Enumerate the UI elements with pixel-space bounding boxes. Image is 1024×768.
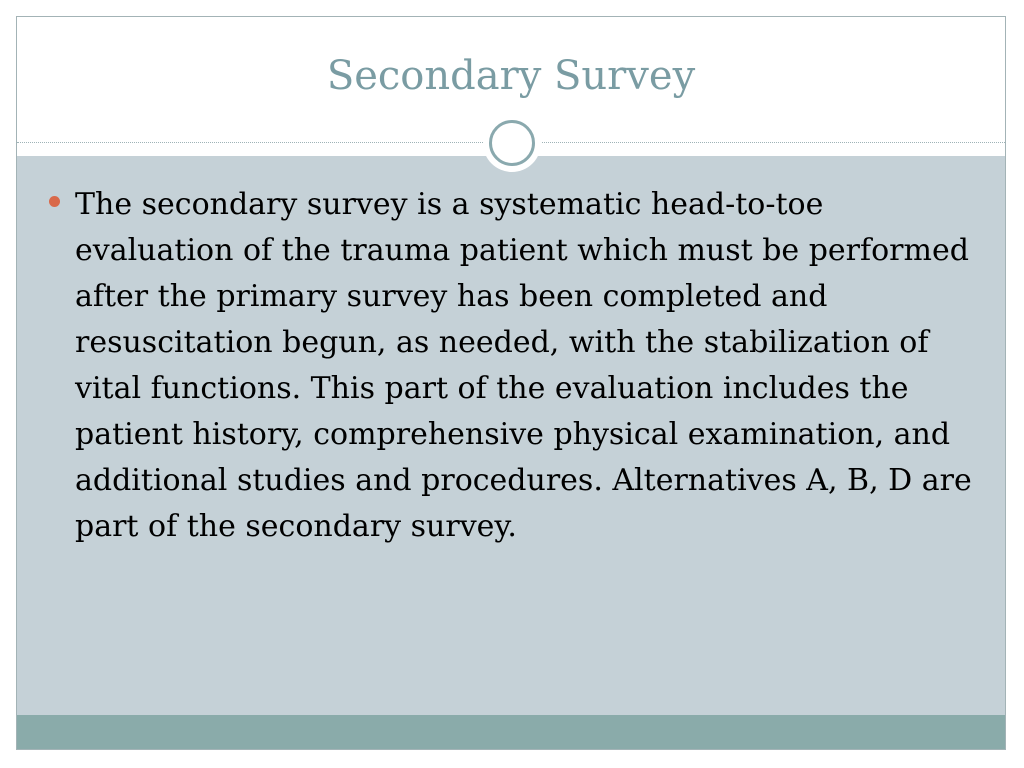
bullet-dot-icon	[49, 196, 60, 207]
footer-bar	[17, 715, 1005, 749]
bullet-text: The secondary survey is a systematic head-to-toe evaluation of the trauma patient which must be performed after the primary survey has been completed and resuscitation begun, as needed, with the stabilization of vital functions. This part of the evaluation includes the patient history, comprehensive physical examination, and additional studies and procedures. Alternatives A, B, D are part of the secondary survey.	[75, 187, 972, 544]
slide-frame	[16, 16, 1006, 750]
circle-ornament-icon	[483, 114, 541, 172]
ornament-ring	[489, 120, 535, 166]
slide-title: Secondary Survey	[326, 53, 696, 99]
